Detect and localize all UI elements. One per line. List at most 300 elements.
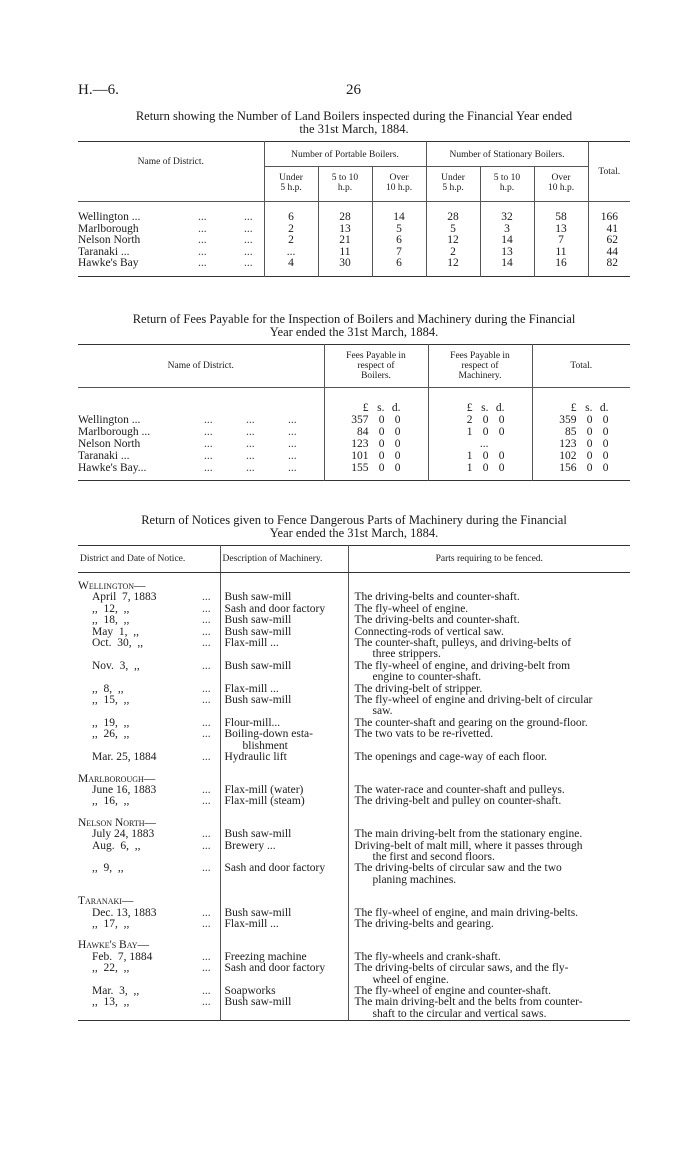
district-label: Wellington ... <box>78 211 141 223</box>
boiler-count: 2 <box>264 224 318 236</box>
table-row <box>78 919 630 930</box>
money-value <box>533 438 631 450</box>
district-name <box>78 438 324 450</box>
table-row <box>78 224 630 236</box>
leader-dots: ... <box>288 426 297 438</box>
table-row <box>78 450 630 462</box>
machinery-label: Flax-mill ... <box>224 917 279 930</box>
boiler-total: 82 <box>588 258 630 276</box>
machinery-description <box>220 829 348 840</box>
table-title <box>78 514 630 540</box>
shillings: s. <box>585 402 593 414</box>
pounds: 357 <box>351 414 369 426</box>
shillings: s. <box>481 402 489 414</box>
sub-over: Over 10 h.p. <box>534 167 588 202</box>
pounds: 1 <box>466 462 473 474</box>
table-row <box>78 235 630 247</box>
table-row <box>78 829 630 840</box>
col-machinery: Description of Machinery. <box>220 546 348 573</box>
pounds: 123 <box>559 438 577 450</box>
parts-to-fence <box>348 829 630 840</box>
date-label: Aug. 6, ,, <box>92 839 141 852</box>
money-value <box>533 402 631 414</box>
date-label: July 24, 1883 <box>92 828 155 841</box>
parts-to-fence <box>348 695 630 718</box>
parts-to-fence <box>348 863 630 886</box>
machinery-label: Boiling-down esta- <box>224 728 313 741</box>
notice-date <box>78 919 220 930</box>
machinery-label: Soapworks <box>224 985 276 997</box>
money-value <box>533 462 631 474</box>
money-cell <box>324 388 428 415</box>
date-label: May 1, ,, <box>92 625 139 638</box>
money-value <box>325 414 428 426</box>
shillings: ... <box>479 438 489 450</box>
boiler-count: 2 <box>426 247 480 259</box>
leader-dots: ... <box>202 862 211 875</box>
sub-5to10: 5 to 10 h.p. <box>480 167 534 202</box>
date-label: ,, 8, ,, <box>92 682 124 695</box>
boiler-count: 14 <box>480 235 534 247</box>
leader-dots: ... <box>202 728 211 741</box>
parts-label-cont: shaft to the circular and vertical saws. <box>372 1007 547 1020</box>
machinery-label: Flax-mill (steam) <box>224 795 305 808</box>
notice-date <box>78 695 220 718</box>
table-row <box>78 908 630 919</box>
parts-label: The water-race and counter-shaft and pulleys. <box>354 783 565 796</box>
date-label: ,, 22, ,, <box>92 962 130 975</box>
machinery-description <box>220 752 348 763</box>
date-label: Mar. 25, 1884 <box>92 751 157 764</box>
date-label: ,, 16, ,, <box>92 795 130 808</box>
district-heading-row <box>78 573 630 593</box>
spacer <box>78 388 324 415</box>
machinery-description <box>220 963 348 986</box>
date-label: ,, 9, ,, <box>92 862 124 875</box>
notice-date <box>78 863 220 886</box>
parts-label-cont: three strippers. <box>372 648 441 661</box>
table-row <box>78 462 630 481</box>
district-label: Taranaki ... <box>78 450 130 462</box>
pounds: 359 <box>559 414 577 426</box>
shillings: 0 <box>378 414 385 426</box>
pence: d. <box>495 402 505 414</box>
money-cell <box>428 450 532 462</box>
table-row <box>78 592 630 603</box>
district-name <box>78 450 324 462</box>
parts-label: The counter-shaft, pulleys, and driving-belts of <box>354 637 572 650</box>
district-label: Taranaki ... <box>78 245 130 258</box>
leader-dots: ... <box>198 245 207 258</box>
machinery-label: Bush saw-mill <box>224 694 292 707</box>
money-cell <box>324 426 428 438</box>
money-value <box>429 414 532 426</box>
notices-return <box>78 514 630 1021</box>
money-value <box>533 450 631 462</box>
table-row <box>78 963 630 986</box>
money-cell <box>428 388 532 415</box>
sub-5to10: 5 to 10 h.p. <box>318 167 372 202</box>
shillings: 0 <box>482 462 489 474</box>
leader-dots: ... <box>198 211 207 223</box>
col-total: Total. <box>588 142 630 202</box>
machinery-description <box>220 615 348 626</box>
district-name <box>78 258 264 276</box>
boiler-count: 6 <box>264 202 318 224</box>
date-label: ,, 18, ,, <box>92 614 130 627</box>
leader-dots: ... <box>204 414 213 426</box>
parts-label: The driving-belts of circular saws, and the fly- <box>354 962 569 975</box>
district-heading: Taranaki— <box>78 895 134 908</box>
spacer <box>348 764 630 785</box>
leader-dots: ... <box>198 257 207 269</box>
leader-dots: ... <box>246 450 255 462</box>
boiler-count: 5 <box>426 224 480 236</box>
col-fees-machinery: Fees Payable in respect of Machinery. <box>428 345 532 388</box>
parts-to-fence <box>348 615 630 626</box>
pence: 0 <box>602 450 609 462</box>
pence: 0 <box>498 450 505 462</box>
boiler-count: 13 <box>534 224 588 236</box>
pence: 0 <box>394 438 401 450</box>
pence: 0 <box>602 462 609 474</box>
money-cell <box>532 426 630 438</box>
parts-label: The driving-belts and counter-shaft. <box>354 591 520 604</box>
col-district-date: District and Date of Notice. <box>78 546 220 573</box>
parts-to-fence <box>348 919 630 930</box>
parts-label: The main driving-belt and the belts from counter- <box>354 996 583 1009</box>
pounds: 1 <box>466 450 473 462</box>
leader-dots: ... <box>288 414 297 426</box>
leader-dots: ... <box>202 839 211 852</box>
shillings: 0 <box>586 426 593 438</box>
parts-to-fence <box>348 661 630 684</box>
pence: d. <box>391 402 401 414</box>
parts-to-fence <box>348 729 630 752</box>
pence: 0 <box>498 462 505 474</box>
parts-label-cont: planing machines. <box>372 873 457 886</box>
parts-to-fence <box>348 841 630 864</box>
notice-date <box>78 661 220 684</box>
leader-dots: ... <box>202 682 211 695</box>
pence: 0 <box>602 438 609 450</box>
sub-under: Under 5 h.p. <box>426 167 480 202</box>
boiler-count: 32 <box>480 202 534 224</box>
district-label: Wellington ... <box>78 414 141 426</box>
date-label: April 7, 1883 <box>92 591 157 604</box>
district-heading: Nelson North— <box>78 816 157 829</box>
pounds: 1 <box>466 426 473 438</box>
district-name <box>78 202 264 224</box>
date-label: ,, 15, ,, <box>92 694 130 707</box>
money-value <box>325 450 428 462</box>
district-name <box>78 414 324 426</box>
money-cell <box>428 462 532 481</box>
title-line: Year ended the 31st March, 1884. <box>269 526 439 540</box>
machinery-label: Sash and door factory <box>224 602 326 615</box>
spacer <box>220 930 348 951</box>
table-row <box>78 615 630 626</box>
parts-label: The driving-belt of stripper. <box>354 682 483 695</box>
table-row <box>78 438 630 450</box>
parts-label: The driving-belt and pulley on counter-shaft. <box>354 795 562 808</box>
leader-dots: ... <box>202 751 211 764</box>
boiler-count: 58 <box>534 202 588 224</box>
leader-dots: ... <box>198 234 207 246</box>
col-district: Name of District. <box>137 156 204 167</box>
boiler-count: 7 <box>534 235 588 247</box>
currency-header-row <box>78 388 630 415</box>
leader-dots: ... <box>288 438 297 450</box>
notice-date <box>78 796 220 807</box>
leader-dots: ... <box>198 222 207 235</box>
leader-dots: ... <box>246 462 255 474</box>
table-title <box>78 110 630 136</box>
title-line: Year ended the 31st March, 1884. <box>269 325 439 339</box>
boiler-total: 166 <box>588 202 630 224</box>
boiler-total: 44 <box>588 247 630 259</box>
pounds: £ <box>362 402 369 414</box>
leader-dots: ... <box>202 659 211 672</box>
machinery-label: Flax-mill ... <box>224 682 279 695</box>
spacer <box>220 573 348 593</box>
money-cell <box>324 450 428 462</box>
leader-dots: ... <box>204 438 213 450</box>
table-title <box>78 313 630 339</box>
leader-dots: ... <box>202 614 211 627</box>
date-label: ,, 13, ,, <box>92 996 130 1009</box>
table-row <box>78 729 630 752</box>
leader-dots: ... <box>202 783 211 796</box>
pounds: £ <box>466 402 473 414</box>
spacer <box>348 886 630 907</box>
date-label: ,, 26, ,, <box>92 728 130 741</box>
district-heading: Wellington— <box>78 580 146 592</box>
leader-dots: ... <box>246 414 255 426</box>
sub-over: Over 10 h.p. <box>372 167 426 202</box>
leader-dots: ... <box>202 962 211 975</box>
leader-dots: ... <box>244 222 253 235</box>
shillings: 0 <box>378 426 385 438</box>
parts-label: The two vats to be re-rivetted. <box>354 728 494 741</box>
shillings: 0 <box>378 450 385 462</box>
leader-dots: ... <box>202 694 211 707</box>
title-line: Return of Notices given to Fence Dangerous Parts of Machinery during the Financial <box>141 513 567 527</box>
date-label: ,, 17, ,, <box>92 917 130 930</box>
table-row <box>78 258 630 276</box>
machinery-label: Hydraulic lift <box>224 751 287 764</box>
col-parts: Parts requiring to be fenced. <box>348 546 630 573</box>
table-row <box>78 796 630 807</box>
money-cell <box>532 450 630 462</box>
boiler-total: 62 <box>588 235 630 247</box>
parts-label: The driving-belts and counter-shaft. <box>354 614 520 627</box>
parts-label: The driving-belts of circular saw and the two <box>354 862 562 875</box>
money-value <box>325 402 428 414</box>
district-label: Hawke's Bay... <box>78 462 147 474</box>
leader-dots: ... <box>244 257 253 269</box>
leader-dots: ... <box>204 462 213 474</box>
leader-dots: ... <box>244 211 253 223</box>
shillings: 0 <box>482 450 489 462</box>
col-district: Name of District. <box>167 361 234 371</box>
parts-label: The main driving-belt from the stationary engine. <box>354 828 583 841</box>
boiler-total: 41 <box>588 224 630 236</box>
pounds: 156 <box>559 462 577 474</box>
notice-date <box>78 729 220 752</box>
date-label: ,, 12, ,, <box>92 602 130 615</box>
pounds: 123 <box>351 438 369 450</box>
leader-dots: ... <box>202 917 211 930</box>
leader-dots: ... <box>244 245 253 258</box>
money-cell <box>428 438 532 450</box>
leader-dots: ... <box>202 996 211 1009</box>
boilers-table <box>78 141 630 277</box>
leader-dots: ... <box>246 438 255 450</box>
district-label: Nelson North <box>78 438 141 450</box>
parts-label: The fly-wheel of engine. <box>354 602 469 615</box>
pence: 0 <box>498 414 505 426</box>
leader-dots: ... <box>202 795 211 808</box>
parts-label: The counter-shaft and gearing on the ground-floor. <box>354 716 588 729</box>
page-number: 26 <box>346 82 361 98</box>
table-row <box>78 604 630 615</box>
col-portable: Number of Portable Boilers. <box>264 142 426 167</box>
notice-date <box>78 841 220 864</box>
machinery-description <box>220 919 348 930</box>
money-value <box>325 438 428 450</box>
shillings: 0 <box>586 438 593 450</box>
boiler-count: 16 <box>534 258 588 276</box>
shillings: s. <box>377 402 385 414</box>
notice-date <box>78 963 220 986</box>
machinery-label: Flax-mill ... <box>224 637 279 650</box>
table-row <box>78 718 630 729</box>
parts-to-fence <box>348 963 630 986</box>
machinery-description <box>220 796 348 807</box>
boiler-count: 13 <box>480 247 534 259</box>
boiler-count: 21 <box>318 235 372 247</box>
leader-dots: ... <box>288 462 297 474</box>
district-name <box>78 426 324 438</box>
money-cell <box>324 462 428 481</box>
pounds: 84 <box>357 426 369 438</box>
boiler-count: 30 <box>318 258 372 276</box>
machinery-label: Bush saw-mill <box>224 828 292 841</box>
pounds: 85 <box>565 426 577 438</box>
parts-label: The fly-wheel of engine, and driving-belt from <box>354 659 571 672</box>
boiler-count: 28 <box>426 202 480 224</box>
money-value <box>533 426 631 438</box>
pence: d. <box>599 402 609 414</box>
district-heading-row <box>78 764 630 785</box>
sub-under: Under 5 h.p. <box>264 167 318 202</box>
money-value <box>429 426 532 438</box>
boilers-table-body <box>78 202 630 277</box>
date-label: June 16, 1883 <box>92 783 157 796</box>
shillings: 0 <box>482 414 489 426</box>
boiler-count: 3 <box>480 224 534 236</box>
notices-table-body <box>78 573 630 1021</box>
machinery-label: Brewery ... <box>224 839 276 852</box>
money-value <box>325 426 428 438</box>
leader-dots: ... <box>202 591 211 604</box>
money-cell <box>324 438 428 450</box>
boiler-count: 4 <box>264 258 318 276</box>
leader-dots: ... <box>202 637 211 650</box>
leader-dots: ... <box>202 985 211 997</box>
shillings: 0 <box>586 462 593 474</box>
spacer <box>348 573 630 593</box>
money-cell <box>532 438 630 450</box>
district-heading: Hawke's Bay— <box>78 939 150 952</box>
leader-dots: ... <box>202 828 211 841</box>
notice-date <box>78 752 220 763</box>
machinery-label: Bush saw-mill <box>224 614 292 627</box>
spacer <box>348 930 630 951</box>
machinery-label: Sash and door factory <box>224 862 326 875</box>
parts-label: The driving-belts and gearing. <box>354 917 494 930</box>
money-value <box>325 462 428 474</box>
col-total: Total. <box>532 345 630 388</box>
pence: 0 <box>394 426 401 438</box>
leader-dots: ... <box>202 906 211 919</box>
pence: 0 <box>394 462 401 474</box>
machinery-label: Bush saw-mill <box>224 625 292 638</box>
pounds: 102 <box>559 450 577 462</box>
shillings: 0 <box>378 438 385 450</box>
boiler-count: 14 <box>372 202 426 224</box>
shillings: 0 <box>586 414 593 426</box>
district-label: Marlborough ... <box>78 426 151 438</box>
pence: 0 <box>394 450 401 462</box>
pounds: 2 <box>466 414 473 426</box>
spacer <box>348 808 630 829</box>
boiler-count: 13 <box>318 224 372 236</box>
machinery-description <box>220 841 348 864</box>
notices-table <box>78 545 630 1021</box>
boiler-count: 12 <box>426 258 480 276</box>
date-label: Feb. 7, 1884 <box>92 950 153 963</box>
machinery-label: Bush saw-mill <box>224 906 292 919</box>
date-label: ,, 19, ,, <box>92 716 130 729</box>
parts-label-cont: wheel of engine. <box>372 973 449 986</box>
machinery-description <box>220 863 348 886</box>
boiler-count: 28 <box>318 202 372 224</box>
parts-label-cont: the first and second floors. <box>372 850 495 863</box>
district-label: Marlborough <box>78 222 139 235</box>
machinery-label-cont: blishment <box>242 739 288 752</box>
pounds: £ <box>570 402 577 414</box>
fees-table <box>78 344 630 481</box>
shillings: 0 <box>378 462 385 474</box>
leader-dots: ... <box>202 625 211 638</box>
table-row <box>78 638 630 661</box>
money-cell <box>428 414 532 426</box>
district-heading-row <box>78 886 630 907</box>
shillings: 0 <box>482 426 489 438</box>
table-row <box>78 695 630 718</box>
leader-dots: ... <box>246 426 255 438</box>
title-line: the 31st March, 1884. <box>299 122 409 136</box>
leader-dots: ... <box>204 450 213 462</box>
machinery-description <box>220 695 348 718</box>
machinery-label: Freezing machine <box>224 950 307 963</box>
table-row <box>78 247 630 259</box>
money-value <box>429 462 532 474</box>
parts-to-fence <box>348 796 630 807</box>
pence: 0 <box>394 414 401 426</box>
